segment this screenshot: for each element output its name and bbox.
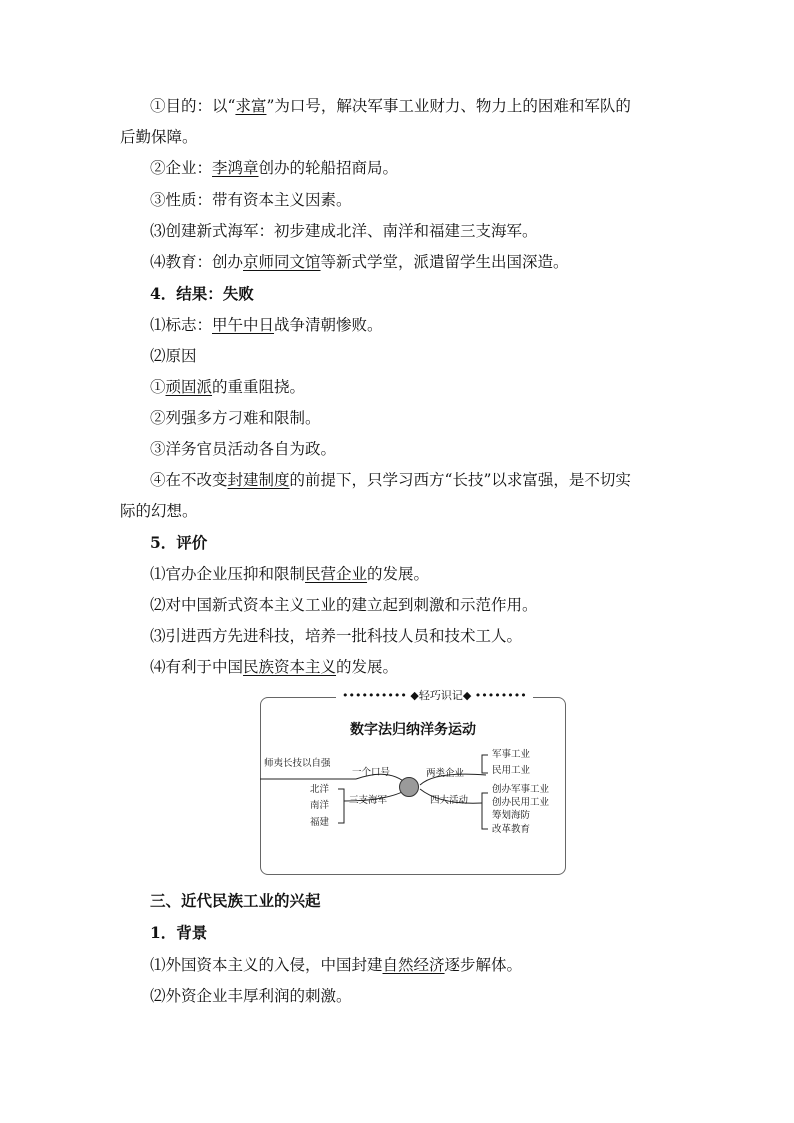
memory-tip-title: 数字法归纳洋务运动 — [350, 722, 476, 738]
para-reason: ⑵原因 — [150, 347, 197, 365]
mm-three: 三支海军 — [349, 795, 388, 806]
para-eval-4: ⑷有利于中国民族资本主义的发展。 — [150, 658, 399, 676]
mm-activity-3: 改革教育 — [492, 824, 531, 835]
heading-result: 4．结果：失败 — [150, 284, 254, 303]
para-reason-4: ④在不改变封建制度的前提下，只学习西方“长技”以求富强，是不切实 — [150, 471, 631, 489]
mm-two: 两类企业 — [426, 768, 465, 779]
para-eval-3: ⑶引进西方先进科技，培养一批科技人员和技术工人。 — [150, 627, 523, 645]
para-purpose: ①目的：以“求富”为口号，解决军事工业财力、物力上的困难和军队的 — [150, 97, 631, 115]
para-enterprise: ②企业：李鸿章创办的轮船招商局。 — [150, 159, 399, 177]
para-education: ⑷教育：创办京师同文馆等新式学堂，派遣留学生出国深造。 — [150, 253, 569, 271]
memory-tip-box — [260, 689, 566, 875]
para-purpose-cont: 后勤保障。 — [120, 128, 198, 146]
para-reason-2: ②列强多方刁难和限制。 — [150, 409, 321, 427]
brace-enterprises — [482, 755, 488, 773]
mindmap-center-node — [400, 778, 419, 797]
para-sign: ⑴标志：甲午中日战争清朝惨败。 — [150, 316, 383, 334]
mm-navy-2: 福建 — [310, 817, 330, 828]
para-reason-1: ①顽固派的重重阻挠。 — [150, 378, 306, 396]
heading-background: 1．背景 — [150, 923, 208, 942]
para-eval-1: ⑴官办企业压抑和限制民营企业的发展。 — [150, 565, 430, 583]
mm-activity-1: 创办民用工业 — [492, 797, 550, 808]
mm-enterprise-0: 军事工业 — [492, 749, 531, 760]
para-bg-1: ⑴外国资本主义的入侵，中国封建自然经济逐步解体。 — [150, 956, 523, 974]
mm-four: 四大活动 — [430, 795, 469, 806]
mm-navy-0: 北洋 — [310, 784, 330, 795]
mm-one: 一个口号 — [352, 767, 391, 778]
para-reason-3: ③洋务官员活动各自为政。 — [150, 440, 337, 458]
para-reason-4-cont: 际的幻想。 — [120, 502, 198, 520]
mm-activity-0: 创办军事工业 — [492, 784, 550, 795]
mm-enterprise-1: 民用工业 — [492, 765, 531, 776]
mm-activity-2: 筹划海防 — [492, 810, 531, 821]
brace-navies — [338, 789, 344, 823]
mm-navy-1: 南洋 — [310, 800, 330, 811]
brace-activities — [482, 793, 488, 829]
heading-section-3: 三、近代民族工业的兴起 — [150, 891, 321, 910]
para-navy: ⑶创建新式海军：初步建成北洋、南洋和福建三支海军。 — [150, 222, 538, 240]
heading-evaluation: 5．评价 — [150, 533, 208, 552]
mm-slogan: 师夷长技以自强 — [264, 758, 331, 769]
memory-tip-tag: •••••••••• ◆轻巧识记◆ •••••••• — [336, 688, 533, 704]
para-eval-2: ⑵对中国新式资本主义工业的建立起到刺激和示范作用。 — [150, 596, 538, 614]
para-nature: ③性质：带有资本主义因素。 — [150, 191, 352, 209]
para-bg-2: ⑵外资企业丰厚利润的刺激。 — [150, 987, 352, 1005]
